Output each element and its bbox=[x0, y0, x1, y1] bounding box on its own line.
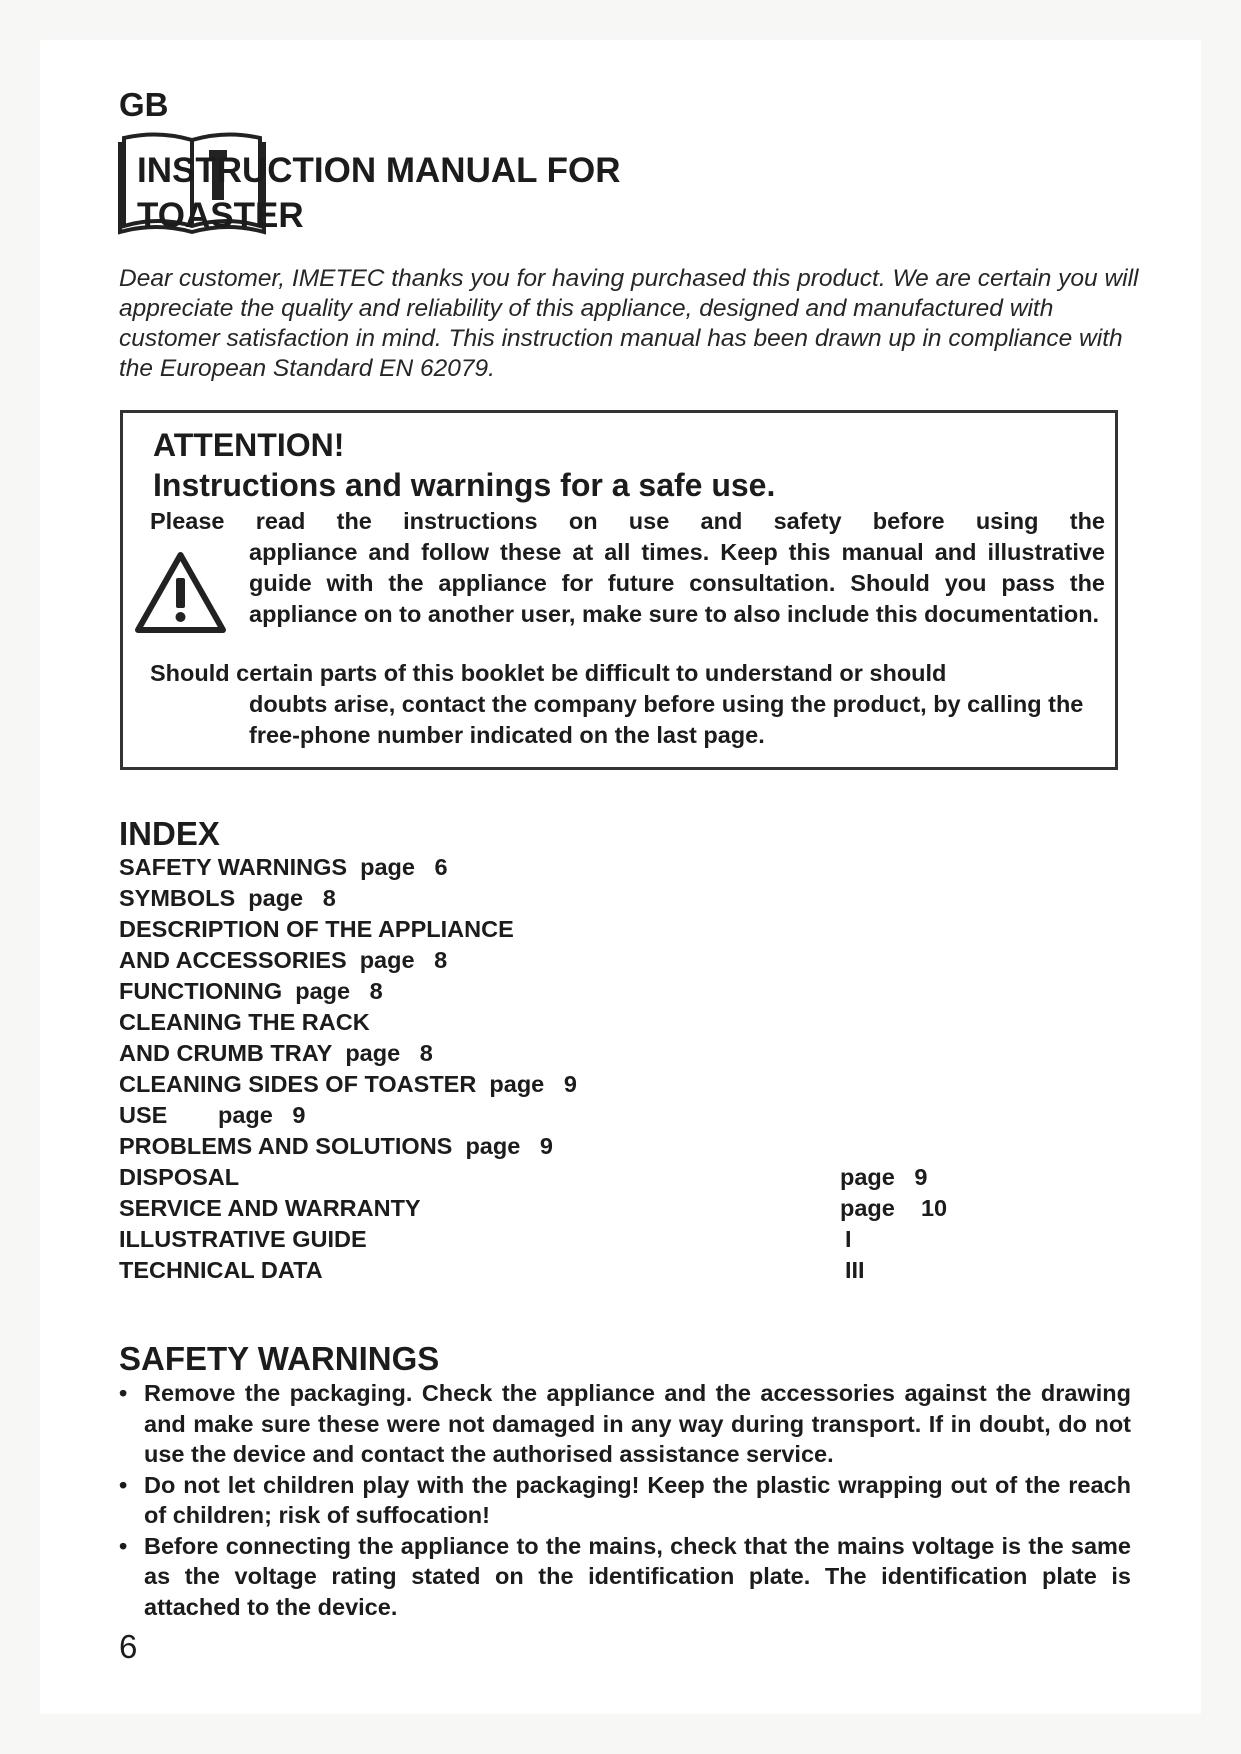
index-entry bbox=[119, 1162, 1019, 1193]
index-entry bbox=[119, 1224, 1019, 1255]
attention-heading: ATTENTION! bbox=[153, 427, 345, 463]
index-entry bbox=[119, 914, 1019, 945]
index-label: PROBLEMS AND SOLUTIONS bbox=[119, 1133, 453, 1159]
index-heading: INDEX bbox=[119, 815, 220, 852]
index-label: SYMBOLS bbox=[119, 885, 236, 911]
index-label: SERVICE AND WARRANTY bbox=[119, 1195, 421, 1221]
safety-warning-item: • Remove the packaging. Check the appliance and the accessories against the drawing and make sure these were not damaged in any way during transport. If in doubt, do not use the device and contact the authorised assistance service. bbox=[119, 1378, 1131, 1470]
safety-warnings-heading: SAFETY WARNINGS bbox=[119, 1340, 440, 1377]
title-line-2: TOASTER bbox=[137, 196, 304, 235]
index-list bbox=[119, 852, 1019, 1286]
attention-para1-first: Please read the instructions on use and safety before using the bbox=[150, 508, 1105, 534]
index-label: DESCRIPTION OF THE APPLIANCE bbox=[119, 916, 514, 942]
attention-subheading: Instructions and warnings for a safe use. bbox=[153, 467, 776, 503]
index-label: ILLUSTRATIVE GUIDE bbox=[119, 1226, 367, 1252]
index-label: USE bbox=[119, 1102, 168, 1128]
index-entry bbox=[119, 1007, 1019, 1038]
index-label: TECHNICAL DATA bbox=[119, 1257, 323, 1283]
index-page: page 9 bbox=[465, 1133, 553, 1159]
index-page: page 8 bbox=[359, 947, 448, 973]
title-line-1: INSTRUCTION MANUAL FOR bbox=[137, 151, 621, 190]
attention-para2-rest: doubts arise, contact the company before using the product, by calling the free-phone number indicated on the last page. bbox=[249, 691, 1084, 748]
index-page: page 9 bbox=[840, 1164, 928, 1190]
safety-warning-item: • Do not let children play with the packaging! Keep the plastic wrapping out of the reach of children; risk of suffocation! bbox=[119, 1470, 1131, 1531]
index-page: page 6 bbox=[360, 854, 448, 880]
index-entry bbox=[119, 1069, 1019, 1100]
index-entry bbox=[119, 1255, 1019, 1286]
index-page: page 8 bbox=[248, 885, 336, 911]
index-label: AND ACCESSORIES bbox=[119, 947, 347, 973]
index-entry bbox=[119, 883, 1019, 914]
index-entry bbox=[119, 1131, 1019, 1162]
index-page: page 10 bbox=[840, 1195, 948, 1221]
manual-title bbox=[137, 148, 621, 238]
index-label: FUNCTIONING bbox=[119, 978, 283, 1004]
index-label: DISPOSAL bbox=[119, 1164, 240, 1190]
index-label: AND CRUMB TRAY bbox=[119, 1040, 333, 1066]
safety-warning-item: • Before connecting the appliance to the mains, check that the mains voltage is the same as the voltage rating stated on the identification plate. The identification plate is attached to the device. bbox=[119, 1531, 1131, 1623]
index-page: III bbox=[845, 1257, 865, 1283]
safety-warnings-list bbox=[119, 1378, 1131, 1622]
warning-triangle-icon bbox=[133, 550, 228, 635]
attention-para1-rest: appliance and follow these at all times. Keep this manual and illustrative guide with the appliance for future consultation. Should you pass the appliance on to another user, make sure to also include this documentation. bbox=[249, 539, 1105, 627]
index-label: CLEANING THE RACK bbox=[119, 1009, 370, 1035]
index-page: page 9 bbox=[218, 1102, 306, 1128]
index-entry bbox=[119, 1193, 1019, 1224]
index-entry bbox=[119, 1038, 1019, 1069]
index-entry bbox=[119, 976, 1019, 1007]
page-number: 6 bbox=[119, 1628, 138, 1665]
index-entry bbox=[119, 945, 1019, 976]
index-entry bbox=[119, 852, 1019, 883]
index-page: I bbox=[845, 1226, 852, 1252]
index-label: SAFETY WARNINGS bbox=[119, 854, 348, 880]
intro-paragraph: Dear customer, IMETEC thanks you for having purchased this product. We are certain you will appreciate the quality and reliability of this appliance, designed and manufactured with customer satisfaction in mind. This instruction manual has been drawn up in compliance with the European Standard EN 62079. bbox=[119, 265, 1139, 382]
index-label: CLEANING SIDES OF TOASTER bbox=[119, 1071, 477, 1097]
index-page: page 8 bbox=[345, 1040, 433, 1066]
index-entry bbox=[119, 1100, 1019, 1131]
language-code: GB bbox=[119, 86, 169, 123]
attention-para2-first: Should certain parts of this booklet be difficult to understand or should bbox=[150, 660, 947, 686]
index-page: page 8 bbox=[295, 978, 383, 1004]
index-page: page 9 bbox=[489, 1071, 577, 1097]
